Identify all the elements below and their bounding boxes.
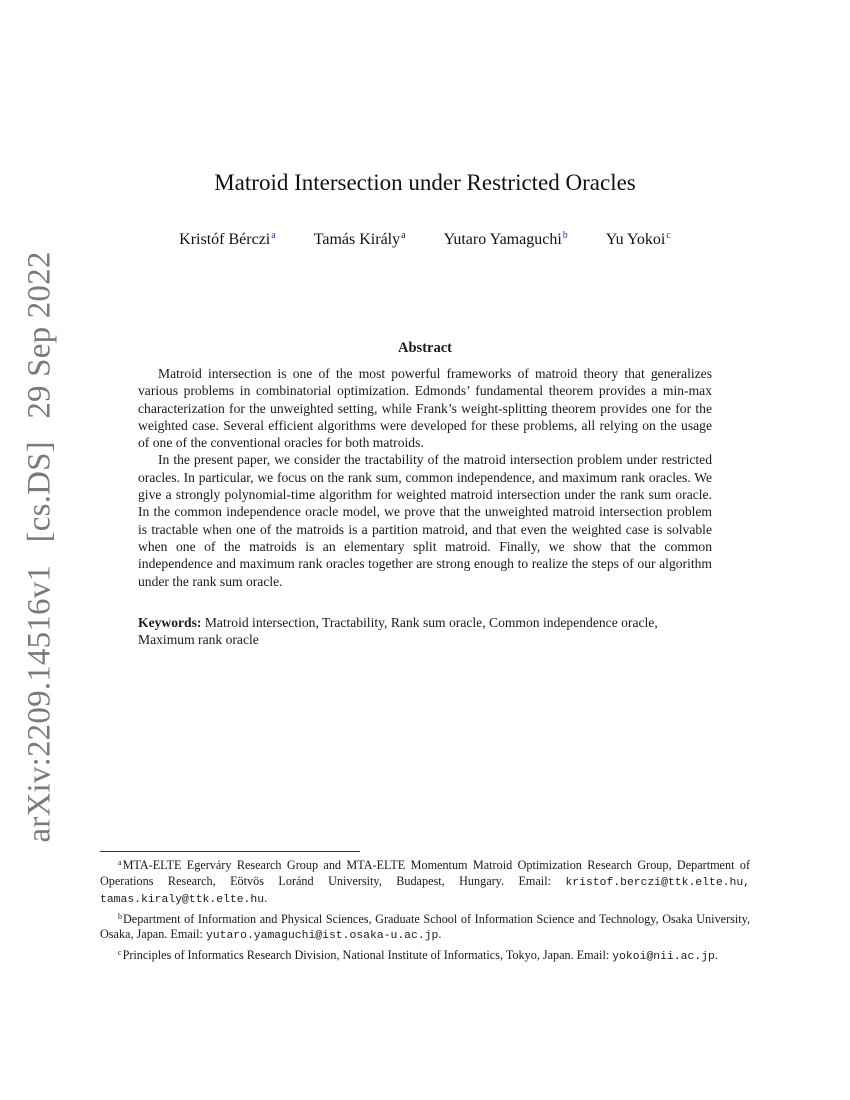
author-3 — [444, 230, 568, 249]
footnote-b — [100, 909, 750, 945]
arxiv-id[interactable]: arXiv:2209.14516v1 — [21, 564, 58, 843]
footnote-end: . — [438, 927, 442, 942]
arxiv-date: 29 Sep 2022 — [21, 251, 58, 419]
keywords-label: Keywords: — [138, 615, 202, 630]
abstract-heading: Abstract — [398, 340, 452, 356]
footnote-divider — [100, 851, 360, 852]
keywords-text: Matroid intersection, Tractability, Rank sum oracle, Common independence oracle, Maximum rank oracle — [138, 615, 658, 648]
author-1 — [179, 230, 276, 249]
arxiv-sidebar-stamp — [22, 237, 59, 842]
paper-title: Matroid Intersection under Restricted Oracles — [214, 170, 636, 195]
footnote-email[interactable]: yokoi@nii.ac.jp — [612, 950, 715, 963]
footnote-c — [100, 945, 750, 966]
affiliation-mark: a — [401, 230, 406, 241]
footnote-a — [100, 855, 750, 909]
abstract-paragraph: Matroid intersection is one of the most powerful frameworks of matroid theory that generalizes various problems in combinatorial optimization. Edmonds’ fundamental theorem provides a min-max characterization for the unweighted setting, while Frank’s weight-splitting theorem provides one for the weighted case. Several efficient algorithms were developed for these problems, all relying on the usage of one of the conventional oracles for both matroids. — [138, 366, 712, 451]
footnote-email[interactable]: kristof.berczi@ttk.elte.hu, tamas.kiraly@ttk.elte.hu — [100, 876, 750, 907]
abstract-body — [138, 365, 712, 590]
affiliation-link[interactable]: a — [271, 230, 276, 241]
footnote-text: Principles of Informatics Research Division, National Institute of Informatics, Tokyo, Japan. Email: — [122, 947, 613, 962]
footnote-end: . — [714, 947, 718, 962]
author-name: Kristóf Bérczi — [179, 231, 271, 248]
footnote-mark: a — [118, 858, 122, 867]
author-name: Yu Yokoi — [605, 231, 666, 248]
author-list — [0, 230, 850, 249]
keywords — [138, 614, 712, 649]
author-2 — [314, 230, 406, 249]
footnotes — [100, 855, 750, 966]
abstract-paragraph: In the present paper, we consider the tractability of the matroid intersection problem under restricted oracles. In particular, we focus on the rank sum, common independence, and maximum rank oracles. We give a strongly polynomial-time algorithm for weighted matroid intersection under the rank sum oracle. In the common independence oracle model, we prove that the unweighted matroid intersection problem is tractable when one of the matroids is a partition matroid, and that even the weighted case is solvable when one of the matroids is an elementary split matroid. Finally, we show that the common independence and maximum rank oracles together are strong enough to realize the steps of our algorithm under the rank sum oracle. — [138, 452, 712, 589]
author-4 — [606, 230, 671, 249]
footnote-mark: b — [118, 911, 122, 921]
footnote-text: MTA-ELTE Egerváry Research Group and MTA-ELTE Momentum Matroid Optimization Research Group, Department of Operations Research, Eötvös Loránd University, Budapest, Hungary. Email: — [100, 858, 750, 888]
author-name: Yutaro Yamaguchi — [443, 231, 562, 248]
footnote-text: Department of Information and Physical Sciences, Graduate School of Information Science and Technology, Osaka University, Osaka, Japan. Email: — [100, 911, 750, 942]
author-name: Tamás Király — [313, 231, 401, 248]
footnote-email[interactable]: yutaro.yamaguchi@ist.osaka-u.ac.jp — [205, 930, 439, 943]
affiliation-link[interactable]: b — [562, 230, 568, 241]
footnote-mark: c — [118, 947, 122, 957]
footnote-end: . — [264, 891, 268, 906]
affiliation-link[interactable]: c — [666, 230, 671, 241]
arxiv-category: [cs.DS] — [21, 441, 58, 543]
